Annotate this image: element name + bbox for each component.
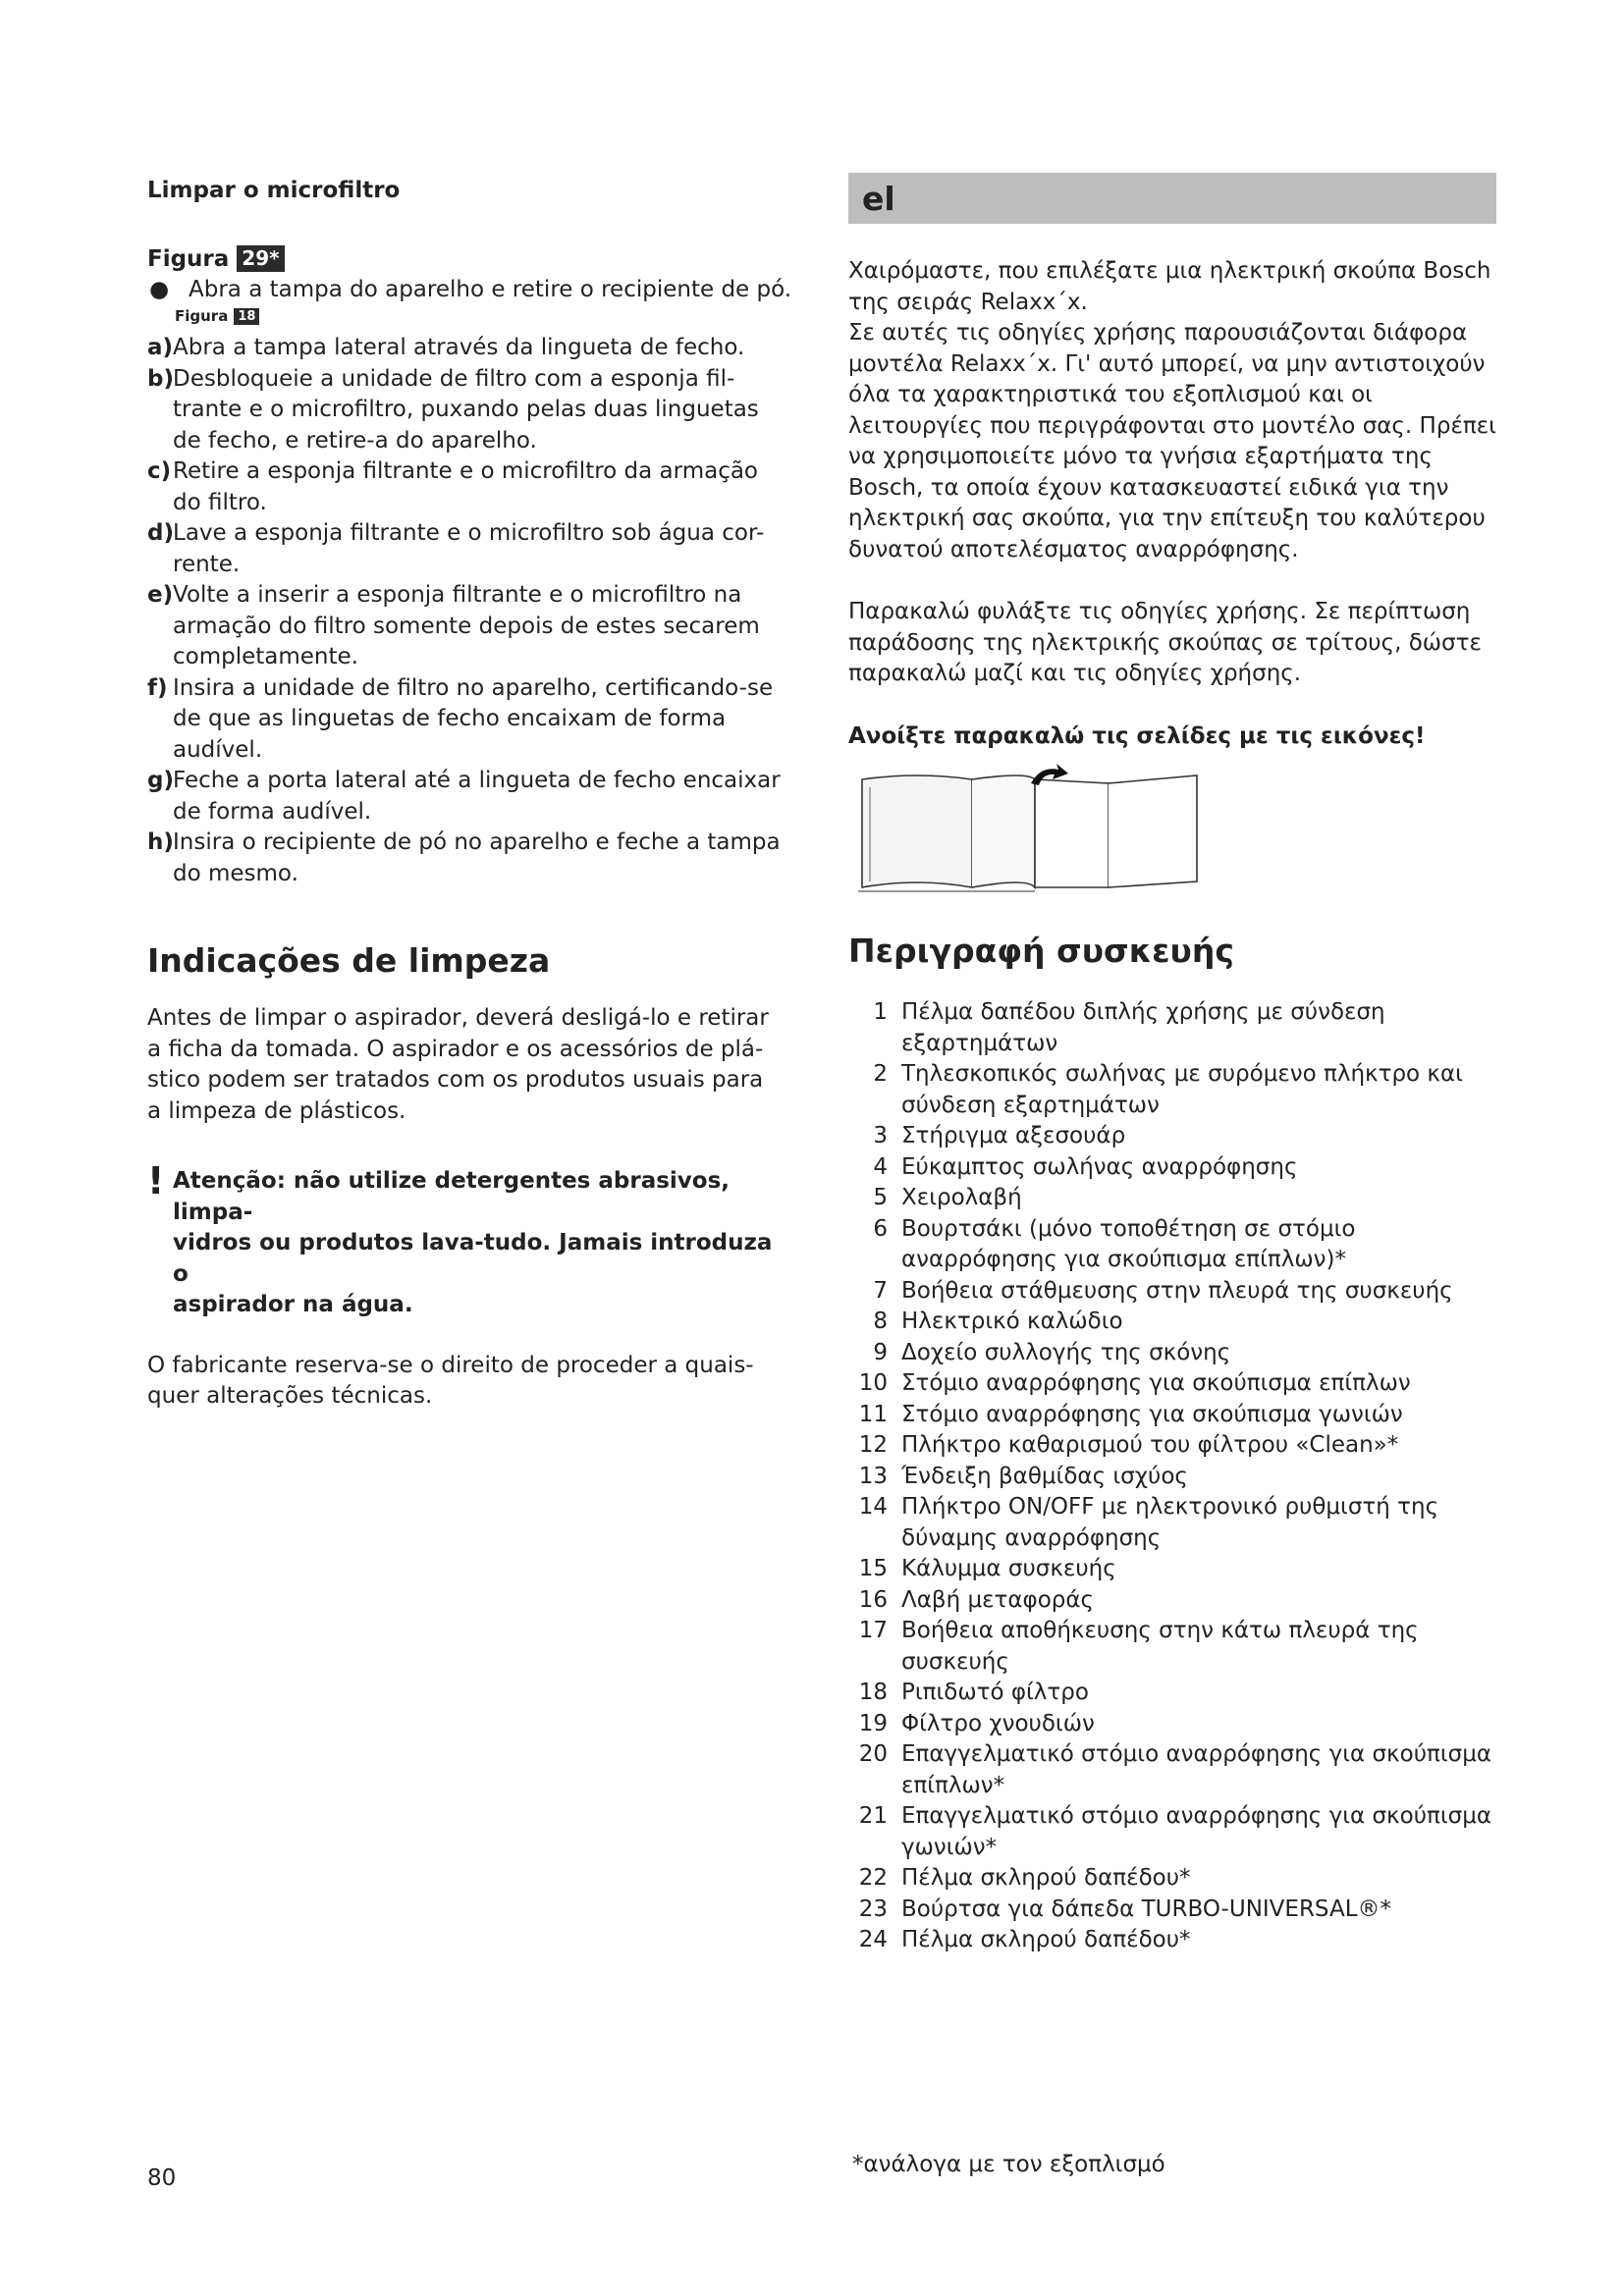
list-item-text: [901, 1678, 1496, 1709]
list-item-number: 12: [858, 1432, 888, 1458]
list-item-line: Πέλμα σκληρού δαπέδου*: [901, 1927, 1191, 1952]
step-text: [173, 333, 795, 364]
list-item-line: Πέλμα σκληρού δαπέδου*: [901, 1865, 1191, 1891]
list-item: [848, 1368, 1496, 1400]
text-line: Παρακαλώ φυλάξτε τις οδηγίες χρήσης. Σε περίπτωση: [848, 599, 1471, 624]
list-item: [848, 1863, 1496, 1895]
list-item-text: [901, 1554, 1496, 1585]
list-item-text: [901, 1183, 1496, 1214]
list-item-text: [901, 1863, 1496, 1895]
list-item-text: [901, 1121, 1496, 1152]
list-item-number: 23: [858, 1896, 888, 1922]
list-item-text: [901, 1307, 1496, 1338]
list-item-text: [901, 1616, 1496, 1678]
list-item: [848, 1214, 1496, 1276]
text-line: ηλεκτρική σας σκούπα, για την επίτευξη του καλύτερου: [848, 506, 1486, 531]
step-text: [173, 766, 795, 828]
list-item-line: Χειρολαβή: [901, 1185, 1022, 1210]
exclamation-icon: !: [147, 1159, 165, 1202]
list-item-number: 16: [858, 1586, 888, 1613]
text-line: δυνατού αποτελέσματος αναρρόφησης.: [848, 536, 1299, 562]
step-label: b): [147, 365, 174, 392]
list-item-text: [901, 1214, 1496, 1276]
list-item-line: Πλήκτρο ON/OFF με ηλεκτρονικό ρυθμιστή της: [901, 1494, 1439, 1520]
figure-label: Figura: [147, 245, 230, 272]
step-line: Insira a unidade de filtro no aparelho, certificando-se: [173, 674, 774, 701]
list-item-line: Πλήκτρο καθαρισμού του φίλτρου «Clean»*: [901, 1432, 1399, 1458]
text-line: παρακαλώ μαζί και τις οδηγίες χρήσης.: [848, 661, 1302, 686]
list-item-line: Βοήθεια αποθήκευσης στην κάτω πλευρά της: [901, 1618, 1419, 1643]
step-line: Insira o recipiente de pó no aparelho e feche a tampa: [173, 829, 781, 855]
list-item-line: Στόμιο αναρρόφησης για σκούπισμα επίπλων: [901, 1370, 1411, 1396]
list-item-line: Βοήθεια στάθμευσης στην πλευρά της συσκευής: [901, 1277, 1453, 1304]
text-line: Σε αυτές τις οδηγίες χρήσης παρουσιάζονται διάφορα: [848, 320, 1468, 346]
text-line: vidros ou produtos lava-tudo. Jamais introduza o: [173, 1230, 773, 1287]
list-item-line: Δοχείο συλλογής της σκόνης: [901, 1339, 1231, 1365]
step-text: [173, 364, 795, 457]
list-item-line: Τηλεσκοπικός σωλήνας με συρόμενο πλήκτρο και: [901, 1061, 1463, 1087]
list-item-number: 18: [858, 1680, 888, 1705]
list-item: [848, 997, 1496, 1059]
step-line: audível.: [173, 736, 263, 763]
list-item-line: Εύκαμπτος σωλήνας αναρρόφησης: [901, 1153, 1298, 1180]
step-line: completamente.: [173, 644, 358, 669]
list-item-number: 24: [858, 1927, 888, 1952]
list-item-line: Λαβή μεταφοράς: [901, 1586, 1095, 1613]
list-item-text: [901, 1895, 1496, 1926]
figure-number-badge: 29*: [237, 245, 284, 272]
step-text: [173, 828, 795, 889]
step-label: f): [147, 674, 168, 701]
list-item-text: [901, 1709, 1496, 1740]
device-parts-list: [848, 997, 1496, 1956]
list-item-line: Επαγγελματικό στόμιο αναρρόφησης για σκούπισμα: [901, 1741, 1491, 1767]
list-item-text: [901, 1801, 1496, 1863]
text-line: a ficha da tomada. O aspirador e os acessórios de plá-: [147, 1036, 764, 1062]
step-line: Abra a tampa lateral através da lingueta de fecho.: [173, 335, 745, 360]
step-line: rente.: [173, 551, 241, 577]
list-item-number: 19: [858, 1710, 888, 1736]
step-item: [147, 673, 795, 767]
list-item-line: Κάλυμμα συσκευής: [901, 1556, 1116, 1581]
cleaning-heading: Indicações de limpeza: [147, 941, 551, 980]
footnote: *ανάλογα με τον εξοπλισμό: [852, 2152, 1165, 2177]
step-item: [147, 580, 795, 673]
text-line: quer alterações técnicas.: [147, 1383, 433, 1409]
list-item: [848, 1338, 1496, 1369]
list-item-text: [901, 1338, 1496, 1369]
step-line: Retire a esponja filtrante e o microfiltro da armação: [173, 458, 759, 484]
step-line: armação do filtro somente depois de estes secarem: [173, 613, 760, 639]
list-item-text: [901, 1400, 1496, 1431]
figure-reference-small: [175, 307, 795, 325]
list-item-number: 2: [873, 1061, 888, 1087]
text-line: όλα τα χαρακτηριστικά του εξοπλισμού και οι: [848, 382, 1373, 407]
list-item: [848, 1709, 1496, 1740]
list-item-number: 8: [873, 1308, 888, 1334]
step-label: c): [147, 458, 172, 484]
step-item: [147, 766, 795, 828]
list-item-line: Επαγγελματικό στόμιο αναρρόφησης για σκούπισμα: [901, 1803, 1491, 1829]
step-label: a): [147, 335, 174, 360]
bullet-text: Abra a tampa do aparelho e retire o recipiente de pó.: [189, 277, 792, 302]
list-item-number: 13: [858, 1463, 888, 1489]
step-line: Volte a inserir a esponja filtrante e o microfiltro na: [173, 582, 742, 608]
text-line: λειτουργίες που περιγράφονται στο μοντέλο σας. Πρέπει: [848, 412, 1496, 439]
list-item: [848, 1276, 1496, 1308]
list-item-number: 4: [873, 1153, 888, 1180]
step-item: [147, 456, 795, 518]
text-line: aspirador na água.: [173, 1292, 413, 1317]
step-line: Feche a porta lateral até a lingueta de fecho encaixar: [173, 768, 781, 793]
list-item-line: εξαρτημάτων: [901, 1030, 1058, 1056]
language-bar: [848, 173, 1496, 224]
list-item-line: αναρρόφησης για σκούπισμα επίπλων)*: [901, 1247, 1346, 1272]
list-item: [848, 1616, 1496, 1678]
language-code: el: [862, 179, 895, 218]
list-item-line: Ένδειξη βαθμίδας ισχύος: [901, 1463, 1188, 1489]
text-line: a limpeza de plásticos.: [147, 1097, 406, 1124]
list-item-text: [901, 1276, 1496, 1308]
cleaning-paragraph: [147, 1003, 795, 1127]
list-item-number: 22: [858, 1865, 888, 1891]
list-item-number: 5: [873, 1185, 888, 1210]
text-line: να χρησιμοποιείτε μόνο τα γνήσια εξαρτήματα της: [848, 444, 1433, 469]
text-line: O fabricante reserva-se o direito de proceder a quais-: [147, 1352, 754, 1378]
list-item-text: [901, 1925, 1496, 1956]
step-label: e): [147, 582, 174, 608]
list-item-line: επίπλων*: [901, 1772, 1005, 1798]
step-line: do filtro.: [173, 489, 267, 515]
list-item-line: σύνδεση εξαρτημάτων: [901, 1092, 1160, 1118]
step-item: [147, 333, 795, 364]
list-item: [848, 1183, 1496, 1214]
list-item-number: 11: [858, 1401, 888, 1427]
text-line: παράδοσης της ηλεκτρικής σκούπας σε τρίτους, δώστε: [848, 629, 1482, 656]
list-item-line: δύναμης αναρρόφησης: [901, 1524, 1162, 1551]
list-item-line: Στήριγμα αξεσουάρ: [901, 1123, 1126, 1148]
step-text: [173, 518, 795, 580]
intro-paragraph: [848, 256, 1496, 565]
list-item: [848, 1307, 1496, 1338]
page-number: 80: [147, 2165, 177, 2191]
list-item-line: γωνιών*: [901, 1834, 998, 1860]
list-item-line: Πέλμα δαπέδου διπλής χρήσης με σύνδεση: [901, 999, 1385, 1025]
step-label: d): [147, 520, 174, 546]
step-line: Desbloqueie a unidade de filtro com a esponja fil-: [173, 365, 735, 392]
list-item-text: [901, 997, 1496, 1059]
list-item: [848, 1801, 1496, 1863]
list-item: [848, 1121, 1496, 1152]
list-item: [848, 1152, 1496, 1184]
list-item-number: 9: [873, 1339, 888, 1365]
list-item-text: [901, 1059, 1496, 1121]
warning-text: [173, 1166, 795, 1321]
list-item-number: 14: [858, 1494, 888, 1520]
list-item-text: [901, 1152, 1496, 1184]
step-line: de forma audível.: [173, 798, 372, 825]
list-item-number: 20: [858, 1741, 888, 1767]
text-line: stico podem ser tratados com os produtos usuais para: [147, 1067, 764, 1093]
warning-note: [147, 1159, 795, 1321]
open-book-illustration: [848, 762, 1496, 903]
step-text: [173, 673, 795, 767]
step-line: de fecho, e retire-a do aparelho.: [173, 427, 537, 454]
step-item: [147, 364, 795, 457]
left-column: [147, 175, 795, 1413]
figure-label-small: Figura: [175, 307, 229, 325]
list-item-line: Ριπιδωτό φίλτρο: [901, 1680, 1089, 1705]
list-item-number: 15: [858, 1556, 888, 1581]
list-item-number: 6: [873, 1215, 888, 1242]
text-line: Atenção: não utilize detergentes abrasivos, limpa-: [173, 1168, 731, 1225]
list-item-text: [901, 1368, 1496, 1400]
step-label: g): [147, 768, 174, 793]
list-item-number: 7: [873, 1277, 888, 1304]
list-item-number: 3: [873, 1123, 888, 1148]
step-label: h): [147, 829, 174, 855]
figure-reference: [147, 245, 795, 272]
list-item-text: [901, 1462, 1496, 1493]
device-heading: Περιγραφή συσκευής: [848, 932, 1234, 970]
list-item-number: 17: [858, 1618, 888, 1643]
step-line: de que as linguetas de fecho encaixam de forma: [173, 706, 727, 731]
list-item: [848, 1585, 1496, 1617]
step-line: Lave a esponja filtrante e o microfiltro sob água cor-: [173, 520, 765, 546]
text-line: Χαιρόμαστε, που επιλέξατε μια ηλεκτρική σκούπα Bosch: [848, 258, 1491, 284]
list-item: [848, 1059, 1496, 1121]
list-item-text: [901, 1739, 1496, 1801]
list-item: [848, 1430, 1496, 1462]
step-line: do mesmo.: [173, 860, 298, 886]
list-item: [848, 1925, 1496, 1956]
keep-instructions-paragraph: [848, 597, 1496, 690]
manufacturer-paragraph: [147, 1351, 795, 1413]
list-item: [848, 1678, 1496, 1709]
list-item: [848, 1400, 1496, 1431]
list-item-text: [901, 1585, 1496, 1617]
bullet-item: [147, 274, 795, 305]
list-item-line: Φίλτρο χνουδιών: [901, 1710, 1095, 1736]
text-line: μοντέλα Relaxx΄x. Γι' αυτό μπορεί, να μην αντιστοιχούν: [848, 350, 1486, 377]
list-item-text: [901, 1430, 1496, 1462]
list-item: [848, 1462, 1496, 1493]
list-item-line: Βουρτσάκι (μόνο τοποθέτηση σε στόμιο: [901, 1215, 1356, 1242]
figure-number-badge-small: 18: [234, 308, 259, 325]
text-line: Antes de limpar o aspirador, deverá desligá-lo e retirar: [147, 1005, 769, 1031]
step-list: [147, 333, 795, 889]
list-item-number: 21: [858, 1803, 888, 1829]
bullet-dot-icon: ●: [149, 277, 170, 302]
step-item: [147, 828, 795, 889]
list-item-line: Στόμιο αναρρόφησης για σκούπισμα γωνιών: [901, 1401, 1403, 1427]
list-item: [848, 1554, 1496, 1585]
step-text: [173, 456, 795, 518]
list-item-line: συσκευής: [901, 1648, 1009, 1675]
list-item-line: Ηλεκτρικό καλώδιο: [901, 1308, 1123, 1334]
open-pages-notice: Ανοίξτε παρακαλώ τις σελίδες με τις εικόνες!: [848, 722, 1426, 749]
step-line: trante e o microfiltro, puxando pelas duas linguetas: [173, 397, 759, 422]
step-item: [147, 518, 795, 580]
list-item: [848, 1492, 1496, 1554]
list-item: [848, 1895, 1496, 1926]
text-line: Bosch, τα οποία έχουν κατασκευαστεί ειδικά για την: [848, 474, 1449, 501]
text-line: της σειράς Relaxx΄x.: [848, 289, 1088, 315]
list-item-text: [901, 1492, 1496, 1554]
right-column: [848, 173, 1496, 1956]
list-item-number: 1: [873, 999, 888, 1025]
list-item-number: 10: [858, 1370, 888, 1396]
section-title-microfilter: Limpar o microfiltro: [147, 178, 401, 203]
step-text: [173, 580, 795, 673]
list-item: [848, 1739, 1496, 1801]
list-item-line: Βούρτσα για δάπεδα TURBO-UNIVERSAL®*: [901, 1896, 1392, 1922]
